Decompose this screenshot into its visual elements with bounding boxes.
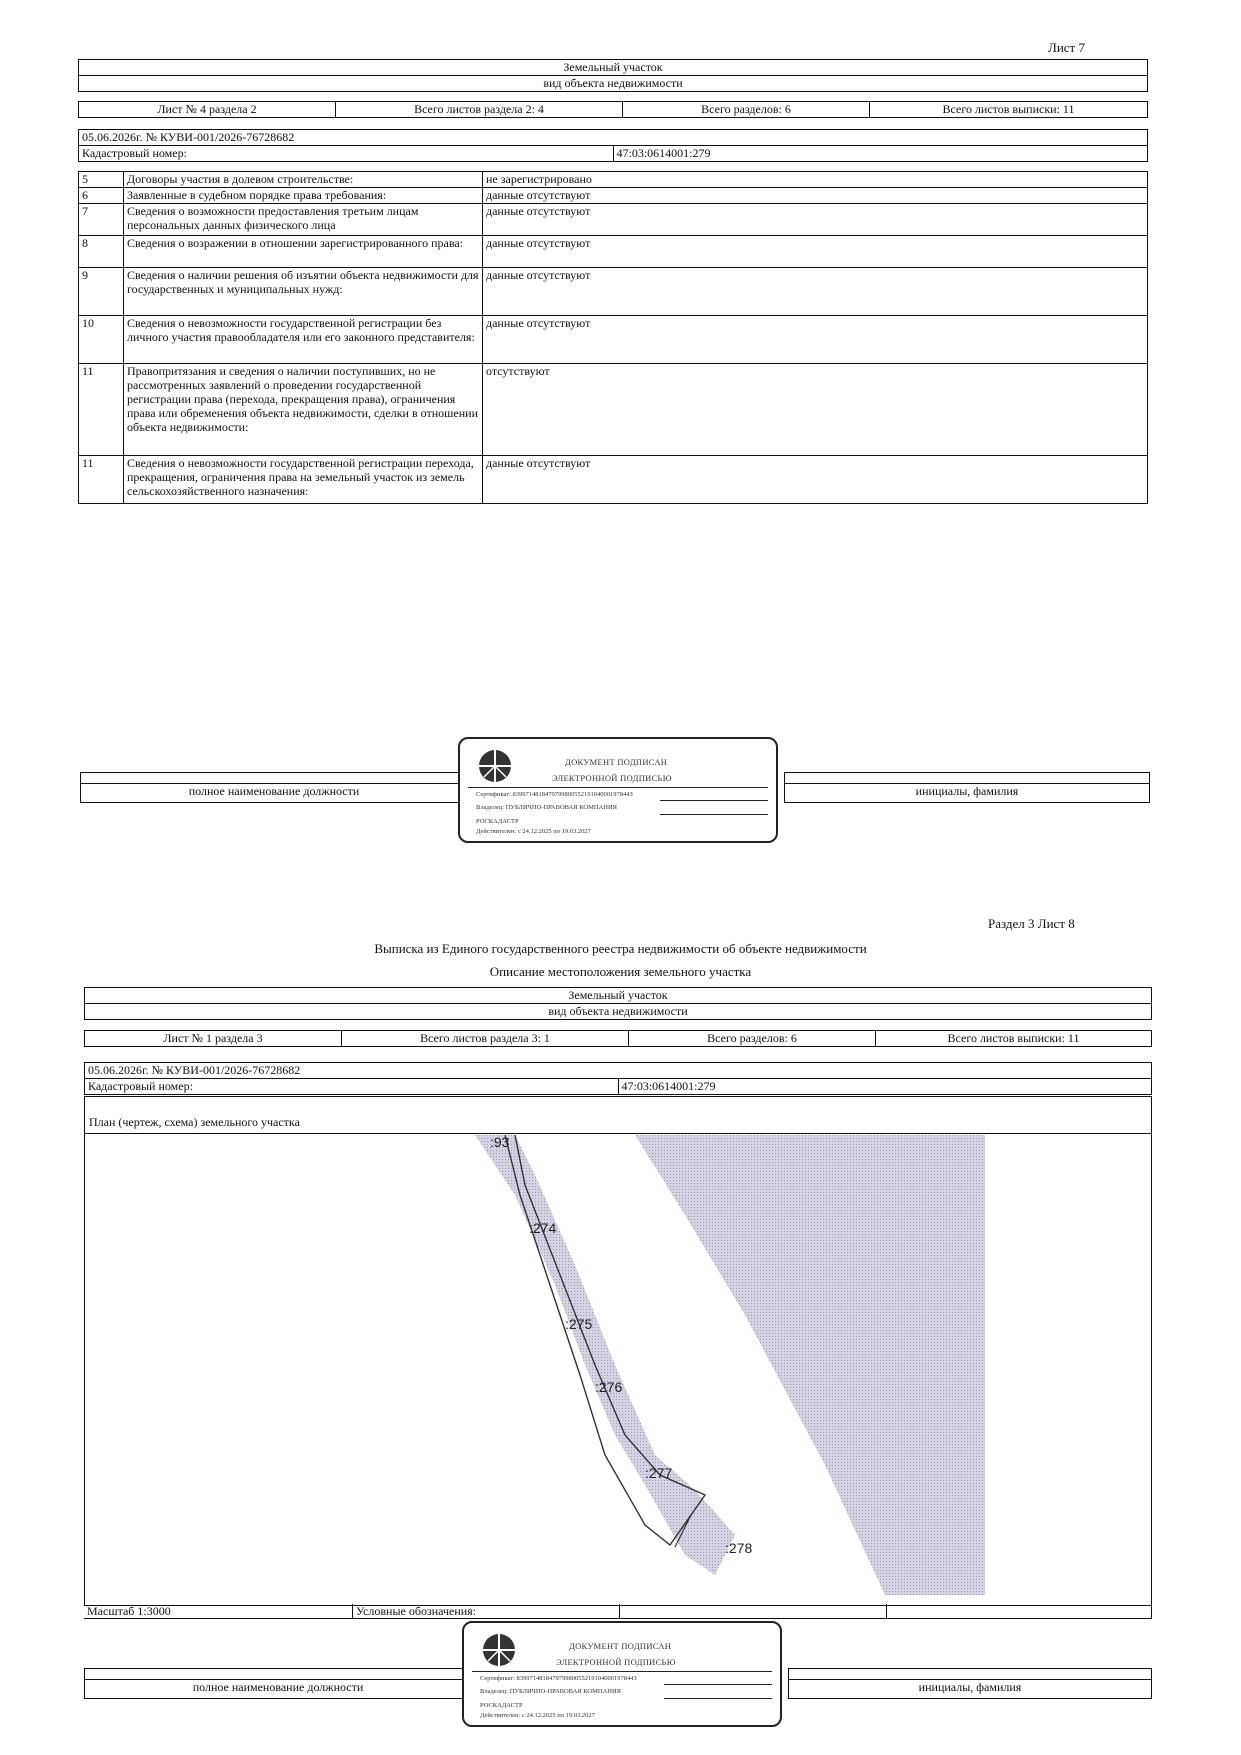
row-label: Сведения о наличии решения об изъятии объекта недвижимости для государственных и муниципальных нужд:	[124, 268, 483, 316]
sheet-info-cell: Всего листов выписки: 11	[876, 1031, 1152, 1047]
plan-point-label: :274	[529, 1220, 557, 1236]
row-value: данные отсутствуют	[483, 236, 1148, 268]
row-label: Правопритязания и сведения о наличии поступивших, но не рассмотренных заявлений о проведении государственной регистрации права (перехода, прекращения права), ограничения права или обременения объекта недвижимости, сделки в отношении объекта недвижимости:	[124, 364, 483, 456]
rosreestr-logo-icon	[478, 749, 512, 783]
stamp-line	[664, 1698, 772, 1699]
sheet-info-cell: Всего листов раздела 3: 1	[342, 1031, 629, 1047]
plan-point-label: :276	[595, 1379, 623, 1395]
row-label: Заявленные в судебном порядке права требования:	[124, 188, 483, 204]
object-type: вид объекта недвижимости	[85, 1004, 1152, 1020]
sheet-info-cell: Всего листов раздела 2: 4	[336, 102, 623, 118]
row-value: данные отсутствуют	[483, 268, 1148, 316]
legend-label: Условные обозначения:	[353, 1604, 620, 1619]
row-number: 10	[79, 316, 124, 364]
stamp-title-1: ДОКУМЕНТ ПОДПИСАН	[569, 1641, 672, 1651]
signature-cell	[85, 1669, 472, 1680]
signature-cell	[789, 1669, 1152, 1680]
object-header-table	[78, 59, 1148, 92]
date-number: 05.06.2026г. № КУВИ-001/2026-76728682	[79, 130, 1148, 146]
sheet-info-table	[78, 101, 1148, 118]
name-label: инициалы, фамилия	[789, 1680, 1152, 1699]
row-value: данные отсутствуют	[483, 316, 1148, 364]
cadastral-value: 47:03:0614001:279	[613, 146, 1148, 162]
doc-subtitle: Описание местоположения земельного участка	[489, 964, 752, 979]
row-value: данные отсутствуют	[483, 456, 1148, 504]
cadastral-label: Кадастровый номер:	[79, 146, 614, 162]
plan-point-label: :275	[565, 1316, 593, 1332]
cadastral-value: 47:03:0614001:279	[618, 1079, 1152, 1095]
section-rows-table	[78, 171, 1148, 504]
object-header-table-2	[84, 987, 1152, 1020]
stamp-line	[468, 787, 768, 788]
plan-point-label: :278	[725, 1540, 753, 1556]
stamp-title-1: ДОКУМЕНТ ПОДПИСАН	[565, 757, 668, 767]
stamp-owner: Владелец: ПУБЛИЧНО-ПРАВОВАЯ КОМПАНИЯ	[476, 804, 617, 811]
row-number: 11	[79, 456, 124, 504]
scale-label: Масштаб 1:3000	[84, 1604, 353, 1619]
e-signature-stamp	[458, 737, 778, 843]
object-title: Земельный участок	[85, 988, 1152, 1004]
stamp-line	[660, 800, 768, 801]
row-number: 8	[79, 236, 124, 268]
signature-cell	[81, 773, 468, 784]
scale-legend-table	[84, 1604, 1152, 1619]
registry-table-2	[84, 1062, 1152, 1095]
stamp-owner: Владелец: ПУБЛИЧНО-ПРАВОВАЯ КОМПАНИЯ	[480, 1688, 621, 1695]
plan-title: План (чертеж, схема) земельного участка	[89, 1115, 300, 1129]
stamp-line	[660, 814, 768, 815]
registry-table	[78, 129, 1148, 162]
plan-point-label: :277	[645, 1465, 673, 1481]
row-label: Сведения о возражении в отношении зарегистрированного права:	[124, 236, 483, 268]
plan-frame	[84, 1096, 1152, 1606]
row-number: 11	[79, 364, 124, 456]
e-signature-stamp-2	[462, 1621, 782, 1727]
legend-cell	[620, 1604, 887, 1619]
signature-cell	[785, 773, 1150, 784]
stamp-title-2: ЭЛЕКТРОННОЙ ПОДПИСЬЮ	[556, 1657, 676, 1667]
row-number: 7	[79, 204, 124, 236]
row-label: Договоры участия в долевом строительстве:	[124, 172, 483, 188]
row-number: 6	[79, 188, 124, 204]
name-label: инициалы, фамилия	[785, 784, 1150, 803]
sheet-label-8: Раздел 3 Лист 8	[988, 916, 1075, 931]
sheet-info-cell: Всего разделов: 6	[623, 102, 870, 118]
land-plot-drawing	[85, 1135, 1151, 1605]
object-title: Земельный участок	[79, 60, 1148, 76]
sheet-label-7: Лист 7	[1048, 40, 1085, 55]
cadastral-label: Кадастровый номер:	[85, 1079, 619, 1095]
stamp-validity: Действителен: с 24.12.2025 по 19.03.2027	[480, 1712, 595, 1719]
stamp-cert: Сертификат: 839971481847979980055219104000197844З	[480, 1675, 637, 1682]
row-value: не зарегистрировано	[483, 172, 1148, 188]
legend-cell	[887, 1604, 1152, 1619]
row-label: Сведения о невозможности государственной регистрации перехода, прекращения, ограничения права на земельный участок из земель сельскохозяйственного назначения:	[124, 456, 483, 504]
sheet-info-cell: Лист № 4 раздела 2	[79, 102, 336, 118]
stamp-owner-2: РОСКАДАСТР	[480, 1702, 523, 1709]
doc-title: Выписка из Единого государственного реестра недвижимости об объекте недвижимости	[374, 941, 867, 956]
sheet-info-cell: Всего разделов: 6	[629, 1031, 876, 1047]
rosreestr-logo-icon	[482, 1633, 516, 1667]
stamp-line	[664, 1684, 772, 1685]
sheet-info-cell: Всего листов выписки: 11	[870, 102, 1148, 118]
plan-title-divider	[85, 1133, 1151, 1134]
position-label: полное наименование должности	[85, 1680, 472, 1699]
object-type: вид объекта недвижимости	[79, 76, 1148, 92]
row-number: 5	[79, 172, 124, 188]
stamp-title-2: ЭЛЕКТРОННОЙ ПОДПИСЬЮ	[552, 773, 672, 783]
stamp-validity: Действителен: с 24.12.2025 по 19.03.2027	[476, 828, 591, 835]
row-number: 9	[79, 268, 124, 316]
row-value: данные отсутствуют	[483, 188, 1148, 204]
row-label: Сведения о возможности предоставления третьим лицам персональных данных физического лица	[124, 204, 483, 236]
sheet-info-table-2	[84, 1030, 1152, 1047]
row-label: Сведения о невозможности государственной регистрации без личного участия правообладателя или его законного представителя:	[124, 316, 483, 364]
date-number: 05.06.2026г. № КУВИ-001/2026-76728682	[85, 1063, 1152, 1079]
stamp-cert: Сертификат: 839971481847979980055219104000197844З	[476, 791, 633, 798]
stamp-owner-2: РОСКАДАСТР	[476, 818, 519, 825]
position-label: полное наименование должности	[81, 784, 468, 803]
stamp-line	[472, 1671, 772, 1672]
row-value: данные отсутствуют	[483, 204, 1148, 236]
plan-point-label: :93	[490, 1135, 510, 1150]
sheet-info-cell: Лист № 1 раздела 3	[85, 1031, 342, 1047]
row-value: отсутствуют	[483, 364, 1148, 456]
